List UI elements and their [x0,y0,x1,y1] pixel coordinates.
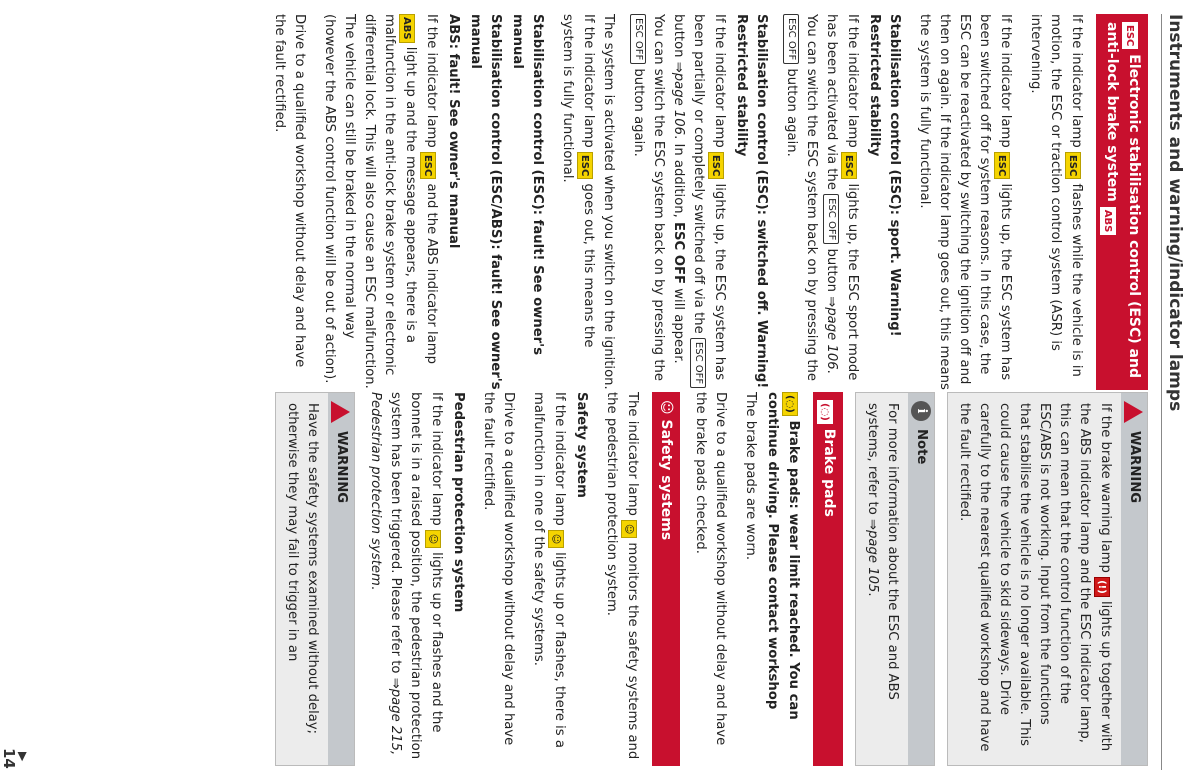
warning-header [328,393,354,765]
paragraph: If the indicator lamp ☺ lights up or flashes, there is a malfunction in one of the safety systems. [531,392,567,748]
section-title-safety-systems [652,392,680,766]
esc-lamp-icon: ESC [577,152,593,179]
column-left [259,14,1148,390]
esc-lamp-icon: ESC [420,152,436,179]
subheading: Stabilisation control (ESC/ABS): fault! See owner's manual [468,14,503,390]
note-text: For more information about the ESC and ABS systems, refer to ⇒page 105. [856,393,908,765]
paragraph: If the indicator lamp ESC flashes while the vehicle is in motion, the ESC or traction control system (ASR) is intervening. [1028,14,1084,377]
safety-lamp-icon: ☺ [548,530,564,548]
continue-arrow-icon: ▶ [16,752,30,762]
warning-text: Have the safety systems examined without delay; otherwise they may fail to trigger in an [276,393,328,765]
warning-box [947,392,1148,766]
safety-lamp-icon: ☺ [425,530,441,548]
warning-box [275,392,355,766]
subheading: Safety system [574,392,589,498]
brake-pads-lamp-icon: (◌) [782,392,798,416]
page-ref-link[interactable]: page 215, Pedestrian protection system [368,392,403,756]
esc-lamp-icon: ESC [1065,152,1081,179]
page-title: Instruments and warning/indicator lamps [1165,14,1185,412]
subheading: ABS: fault! See owner's manual [446,14,461,249]
page-number: 14 [0,748,18,769]
paragraph: Drive to a qualified workshop without delay and have the fault rectified. [481,392,516,746]
esc-icon: ESC [1122,22,1138,49]
paragraph: If the indicator lamp ESC lights up, the ESC system has been partially or completely switched off via the ESC OFF button ⇒page 106. In addition, ESC OFF will appear. You can switch the ESC system back on by pressing the ESC OFF button again. [628,14,729,390]
section-title-esc [1096,14,1148,390]
paragraph: If the indicator lamp ESC and the ABS indicator lamp ABS light up and the message appears, there is a malfunction in the anti-lock brake system or electronic differential lock. This will also cause an ESC malfunction. The vehicle can still be braked in the normal way (however the ABS control function will be out of action). [322,14,439,389]
brake-pads-icon: (◌) [817,400,833,424]
warning-title: WARNING [1127,431,1142,504]
paragraph: If the indicator lamp ☺ lights up or flashes and the bonnet is in a raised position, the pedestrian protection system has been triggered. Please refer to ⇒page 215, Pedestrian protection system. [368,392,444,760]
warning-text: If the brake warning lamp (!) lights up together with the ABS indicator lamp and the ESC indicator lamp, this can mean that the control function of the ESC/ABS is not working. Input from the functions that stabilise the vehicle is no longer available. This could cause the vehicle to skid sideways. Drive carefully to the nearest qualified workshop and have the fault rectified. [948,393,1121,765]
esc-lamp-icon: ESC [994,152,1010,179]
subheading: Stabilisation control (ESC): sport. Warning! Restricted stability [867,14,902,337]
subheading: Stabilisation control (ESC): switched off. Warning! Restricted stability [734,14,769,389]
esc-off-key-icon: ESC OFF [823,194,839,244]
subheading: (◌) Brake pads: wear limit reached. You can continue driving. Please contact workshop [765,392,801,720]
paragraph: The brake pads are worn. [743,392,758,561]
arrow-ref-icon: ⇒ [671,61,686,73]
section-title-text: Electronic stabilisation control (ESC) and anti-lock brake system [1104,22,1142,378]
warning-header [1121,393,1147,765]
paragraph: If the indicator lamp ESC lights up, the ESC system has been switched off for system reasons. In this case, the ESC can be reactivated by switching the ignition off and then on again. If the indicator lamp goes out, this means the system is fully functional. [917,14,1013,390]
safety-lamp-icon: ☺ [621,520,637,538]
note-box [855,392,935,766]
section-title-text: Brake pads [821,428,837,517]
warning-title: WARNING [334,431,349,504]
warning-triangle-icon [332,401,351,423]
arrow-ref-icon: ⇒ [865,519,880,531]
paragraph: The system is activated when you switch on the ignition. If the indicator lamp ESC goes out, this means the system is fully functional. [560,14,616,390]
esc-lamp-icon: ESC [708,152,724,179]
brake-warning-icon: (!) [1094,577,1110,597]
arrow-ref-icon: ⇒ [388,677,403,689]
esc-off-key-icon: ESC OFF [783,14,799,64]
paragraph: The indicator lamp ☺ monitors the safety systems and the pedestrian protection system. [604,392,640,760]
page-ref-link[interactable]: page 106 [824,307,839,370]
esc-off-key-icon: ESC OFF [630,14,646,64]
section-title-brake-pads [813,392,843,766]
abs-lamp-icon: ABS [399,14,415,43]
esc-off-key-icon: ESC OFF [690,338,706,388]
paragraph: If the indicator lamp ESC lights up, the ESC sport mode has been activated via the ESC OFF button ⇒page 106. You can switch the ESC system back on by pressing the ESC OFF button again. [784,14,860,382]
page-ref-link[interactable]: page 105 [865,530,880,593]
paragraph: Drive to a qualified workshop without delay and have the fault rectified. [272,14,307,368]
paragraph: Drive to a qualified workshop without delay and have the brake pads checked. [693,392,728,746]
column-right [263,392,1148,766]
section-title-text: Safety systems [658,419,674,541]
note-header [908,393,934,765]
info-icon: i [911,401,931,421]
page-ref-link[interactable]: page 106 [671,72,686,136]
page-header [1161,14,1188,770]
safety-person-icon: ☺ [658,400,674,415]
subheading: Stabilisation control (ESC): fault! See owner's manual [510,14,545,356]
warning-triangle-icon [1125,401,1144,423]
abs-icon: ABS [1100,207,1116,236]
note-title: Note [914,429,929,465]
arrow-ref-icon: ⇒ [824,296,839,308]
subheading: Pedestrian protection system [451,392,466,613]
esc-lamp-icon: ESC [841,152,857,179]
